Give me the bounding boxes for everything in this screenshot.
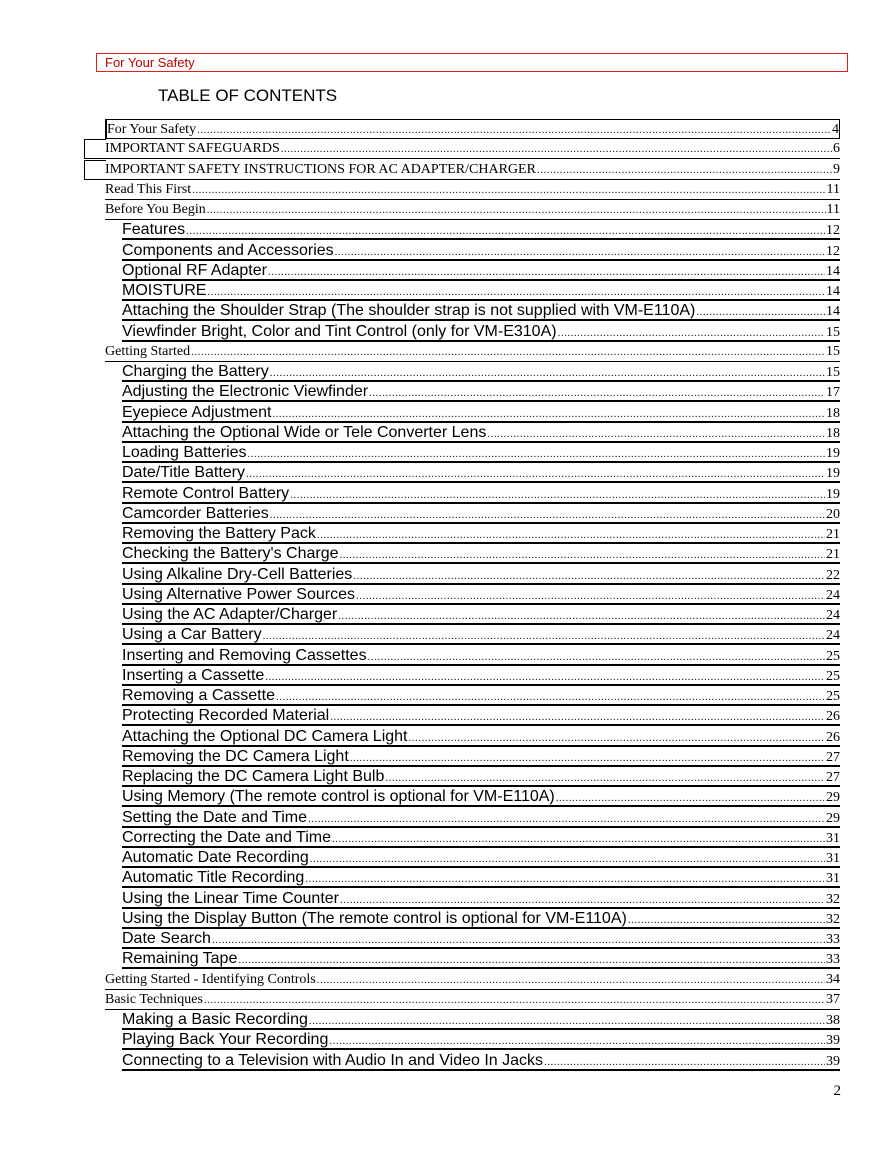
toc-entry[interactable] xyxy=(122,403,840,423)
toc-entry[interactable] xyxy=(122,1051,840,1071)
toc-entry[interactable] xyxy=(122,362,840,382)
dot-leader xyxy=(317,526,825,545)
toc-entry[interactable] xyxy=(122,949,840,969)
toc-entry-page: 29 xyxy=(826,790,840,805)
toc-entry-page: 31 xyxy=(826,851,840,866)
toc-entry-label: Playing Back Your Recording xyxy=(122,1031,329,1048)
dot-leader xyxy=(558,324,825,343)
dot-leader xyxy=(335,243,825,262)
toc-entry-label: Attaching the Optional Wide or Tele Converter Lens xyxy=(122,424,487,441)
toc-entry-label: Eyepiece Adjustment xyxy=(122,404,272,421)
dot-leader xyxy=(238,951,825,970)
toc-entry-page: 33 xyxy=(826,952,840,967)
dot-leader xyxy=(263,627,825,646)
toc-entry-page: 12 xyxy=(826,244,840,259)
toc-entry-label: Camcorder Batteries xyxy=(122,505,269,522)
toc-entry[interactable] xyxy=(105,970,840,990)
toc-entry-page: 38 xyxy=(826,1013,840,1028)
toc-entry-label: Remaining Tape xyxy=(122,950,238,967)
toc-entry[interactable] xyxy=(122,767,840,787)
toc-entry-page: 24 xyxy=(826,588,840,603)
toc-entry-label: Attaching the Shoulder Strap (The shoulder strap is not supplied with VM-E110A) xyxy=(122,302,696,319)
toc-entry[interactable] xyxy=(122,382,840,402)
toc-entry-label: Protecting Recorded Material xyxy=(122,707,330,724)
toc-entry-label: Before You Begin xyxy=(105,202,206,217)
toc-entry[interactable] xyxy=(122,929,840,949)
toc-entry-page: 18 xyxy=(826,406,840,421)
toc-entry[interactable] xyxy=(105,200,840,220)
dot-leader xyxy=(353,567,825,586)
dot-leader xyxy=(556,789,825,808)
dot-leader xyxy=(356,587,825,606)
dot-leader xyxy=(248,445,825,464)
toc-entry-label: Loading Batteries xyxy=(122,444,247,461)
toc-entry-label: Making a Basic Recording xyxy=(122,1011,308,1028)
dot-leader xyxy=(628,911,825,930)
toc-entry[interactable] xyxy=(122,848,840,868)
toc-entry-label: Using Memory (The remote control is optional for VM-E110A) xyxy=(122,788,555,805)
toc-entry-label: Charging the Battery xyxy=(122,363,269,380)
toc-entry[interactable] xyxy=(122,423,840,443)
toc-entry-page: 19 xyxy=(826,466,840,481)
dot-leader xyxy=(338,607,825,626)
toc-entry-page: 21 xyxy=(826,527,840,542)
toc-entry-label: Attaching the Optional DC Camera Light xyxy=(122,728,408,745)
toc-entry-page: 4 xyxy=(832,122,839,137)
dot-leader xyxy=(368,648,825,667)
toc-entry-page: 15 xyxy=(826,325,840,340)
toc-entry[interactable] xyxy=(105,139,840,159)
toc-entry-page: 15 xyxy=(826,344,840,359)
dot-leader xyxy=(192,181,825,200)
dot-leader xyxy=(385,769,825,788)
toc-entry-page: 39 xyxy=(826,1033,840,1048)
dot-leader xyxy=(207,201,826,220)
toc-entry[interactable] xyxy=(122,484,840,504)
toc-entry-page: 11 xyxy=(826,182,840,197)
toc-entry-label: Correcting the Date and Time xyxy=(122,829,331,846)
toc-entry[interactable] xyxy=(122,808,840,828)
toc-entry-page: 15 xyxy=(826,365,840,380)
toc-entry-page: 32 xyxy=(826,912,840,927)
dot-leader xyxy=(281,140,832,159)
toc-entry[interactable] xyxy=(105,180,840,200)
toc-entry[interactable] xyxy=(105,160,840,180)
toc-entry-page: 25 xyxy=(826,689,840,704)
toc-entry-label: Removing the Battery Pack xyxy=(122,525,316,542)
toc-entry-page: 31 xyxy=(826,871,840,886)
toc-entry-label: Using Alkaline Dry-Cell Batteries xyxy=(122,566,353,583)
dot-leader xyxy=(340,546,826,565)
page-header-title: For Your Safety xyxy=(105,55,195,70)
toc-heading: TABLE OF CONTENTS xyxy=(158,86,338,105)
toc-entry-label: Components and Accessories xyxy=(122,242,334,259)
toc-entry[interactable] xyxy=(105,990,840,1010)
toc-entry-label: Getting Started - Identifying Controls xyxy=(105,972,316,987)
toc-entry[interactable] xyxy=(122,666,840,686)
page-header-box xyxy=(96,53,848,72)
toc-entry-page: 22 xyxy=(826,568,840,583)
dot-leader xyxy=(310,850,825,869)
toc-entry-label: IMPORTANT SAFETY INSTRUCTIONS FOR AC ADAPTER/CHARGER xyxy=(105,162,536,177)
toc-entry-label: Removing a Cassette xyxy=(122,687,275,704)
dot-leader xyxy=(270,364,825,383)
toc-entry-page: 27 xyxy=(826,770,840,785)
dot-leader xyxy=(332,830,825,849)
toc-entry-page: 14 xyxy=(826,304,840,319)
toc-entry-page: 32 xyxy=(826,892,840,907)
toc-entry-label: Automatic Date Recording xyxy=(122,849,309,866)
dot-leader xyxy=(270,506,825,525)
dot-leader xyxy=(268,263,825,282)
toc-entry-label: Optional RF Adapter xyxy=(122,262,267,279)
toc-entry[interactable] xyxy=(122,301,840,321)
toc-entry[interactable] xyxy=(122,727,840,747)
toc-entry-page: 21 xyxy=(826,547,840,562)
dot-leader xyxy=(537,161,832,180)
toc-entry-page: 37 xyxy=(826,992,840,1007)
dot-leader xyxy=(308,810,825,829)
toc-entry-label: Read This First xyxy=(105,182,192,197)
toc-entry[interactable] xyxy=(122,281,840,301)
dot-leader xyxy=(191,343,825,362)
toc-entry[interactable] xyxy=(122,322,840,342)
left-margin-rule xyxy=(84,139,106,159)
toc-entry[interactable] xyxy=(122,889,840,909)
toc-entry[interactable] xyxy=(122,686,840,706)
toc-entry-page: 25 xyxy=(826,669,840,684)
toc-entry[interactable] xyxy=(105,119,840,139)
toc-entry-label: Setting the Date and Time xyxy=(122,809,307,826)
toc-entry-label: Using a Car Battery xyxy=(122,626,262,643)
dot-leader xyxy=(696,303,825,322)
toc-entry[interactable] xyxy=(122,868,840,888)
toc-entry[interactable] xyxy=(122,443,840,463)
toc-entry-page: 24 xyxy=(826,608,840,623)
left-margin-rule xyxy=(84,160,106,180)
toc-entry[interactable] xyxy=(122,1030,840,1050)
toc-entry-label: IMPORTANT SAFEGUARDS xyxy=(105,141,280,156)
dot-leader xyxy=(329,1032,825,1051)
toc-entry-page: 14 xyxy=(826,264,840,279)
toc-entry[interactable] xyxy=(105,342,840,362)
dot-leader xyxy=(186,222,825,241)
dot-leader xyxy=(317,971,825,990)
toc-entry-label: Inserting and Removing Cassettes xyxy=(122,647,367,664)
toc-entry-page: 34 xyxy=(826,972,840,987)
toc-entry[interactable] xyxy=(122,625,840,645)
dot-leader xyxy=(305,870,825,889)
toc-entry[interactable] xyxy=(122,220,840,240)
toc-entry-page: 19 xyxy=(826,487,840,502)
dot-leader xyxy=(290,486,825,505)
toc-entry-label: Basic Techniques xyxy=(105,992,203,1007)
toc-entry-page: 18 xyxy=(826,426,840,441)
toc-entry-page: 33 xyxy=(826,932,840,947)
toc-entry-label: Using Alternative Power Sources xyxy=(122,586,355,603)
toc-entry-label: Using the Display Button (The remote control is optional for VM-E110A) xyxy=(122,910,627,927)
toc-entry-page: 24 xyxy=(826,628,840,643)
dot-leader xyxy=(487,425,825,444)
toc-entry-page: 39 xyxy=(826,1054,840,1069)
toc-entry[interactable] xyxy=(122,828,840,848)
toc-entry-label: Features xyxy=(122,221,186,238)
dot-leader xyxy=(309,1012,825,1031)
toc-entry[interactable] xyxy=(122,463,840,483)
toc-entry-page: 20 xyxy=(826,507,840,522)
toc-entry-label: Connecting to a Television with Audio In and Video In Jacks xyxy=(122,1052,544,1069)
toc-entry-label: Using the AC Adapter/Charger xyxy=(122,606,338,623)
toc-entry[interactable] xyxy=(122,565,840,585)
dot-leader xyxy=(272,405,825,424)
dot-leader xyxy=(276,688,825,707)
page-number: 2 xyxy=(833,1083,841,1099)
toc-entry[interactable] xyxy=(122,747,840,767)
toc-entry-label: Checking the Battery's Charge xyxy=(122,545,339,562)
toc-entry-page: 25 xyxy=(826,649,840,664)
toc-entry-page: 26 xyxy=(826,709,840,724)
dot-leader xyxy=(350,749,825,768)
toc-entry-page: 19 xyxy=(826,446,840,461)
toc-entry-page: 17 xyxy=(826,385,840,400)
toc-entry-label: Replacing the DC Camera Light Bulb xyxy=(122,768,385,785)
toc-entry-label: Inserting a Cassette xyxy=(122,667,265,684)
dot-leader xyxy=(246,465,825,484)
toc-entry[interactable] xyxy=(122,706,840,726)
dot-leader xyxy=(207,283,825,302)
toc-entry-label: Removing the DC Camera Light xyxy=(122,748,349,765)
toc-entry[interactable] xyxy=(122,544,840,564)
toc-entry-label: Remote Control Battery xyxy=(122,485,290,502)
toc-entry-label: For Your Safety xyxy=(107,122,197,137)
toc-entry[interactable] xyxy=(122,241,840,261)
toc-entry-label: Date Search xyxy=(122,930,211,947)
dot-leader xyxy=(408,729,825,748)
toc-entry[interactable] xyxy=(122,787,840,807)
toc-entry[interactable] xyxy=(122,605,840,625)
dot-leader xyxy=(197,121,831,140)
toc-entry[interactable] xyxy=(122,1010,840,1030)
dot-leader xyxy=(204,991,825,1010)
toc-entry-label: Adjusting the Electronic Viewfinder xyxy=(122,383,369,400)
dot-leader xyxy=(544,1053,825,1072)
toc-entry-label: Automatic Title Recording xyxy=(122,869,305,886)
toc-entry-page: 26 xyxy=(826,730,840,745)
dot-leader xyxy=(212,931,825,950)
toc-entry-page: 12 xyxy=(826,223,840,238)
toc-entry[interactable] xyxy=(122,261,840,281)
toc-entry-page: 31 xyxy=(826,831,840,846)
toc-entry-page: 14 xyxy=(826,284,840,299)
dot-leader xyxy=(340,891,825,910)
toc-entry-page: 11 xyxy=(826,202,840,217)
toc-entry-page: 9 xyxy=(833,162,840,177)
dot-leader xyxy=(369,384,825,403)
toc-entry[interactable] xyxy=(122,524,840,544)
toc-entry[interactable] xyxy=(122,909,840,929)
toc-entry-page: 6 xyxy=(833,141,840,156)
toc-entry[interactable] xyxy=(122,504,840,524)
toc-entry[interactable] xyxy=(122,585,840,605)
toc-entry-page: 27 xyxy=(826,750,840,765)
dot-leader xyxy=(265,668,825,687)
toc-entry-label: Date/Title Battery xyxy=(122,464,246,481)
toc-entry-label: Using the Linear Time Counter xyxy=(122,890,339,907)
toc-entry-label: MOISTURE xyxy=(122,282,207,299)
toc-entry-label: Viewfinder Bright, Color and Tint Control (only for VM-E310A) xyxy=(122,323,557,340)
toc-entry[interactable] xyxy=(122,646,840,666)
toc-entry-page: 29 xyxy=(826,811,840,826)
dot-leader xyxy=(330,708,825,727)
toc-entry-label: Getting Started xyxy=(105,344,191,359)
